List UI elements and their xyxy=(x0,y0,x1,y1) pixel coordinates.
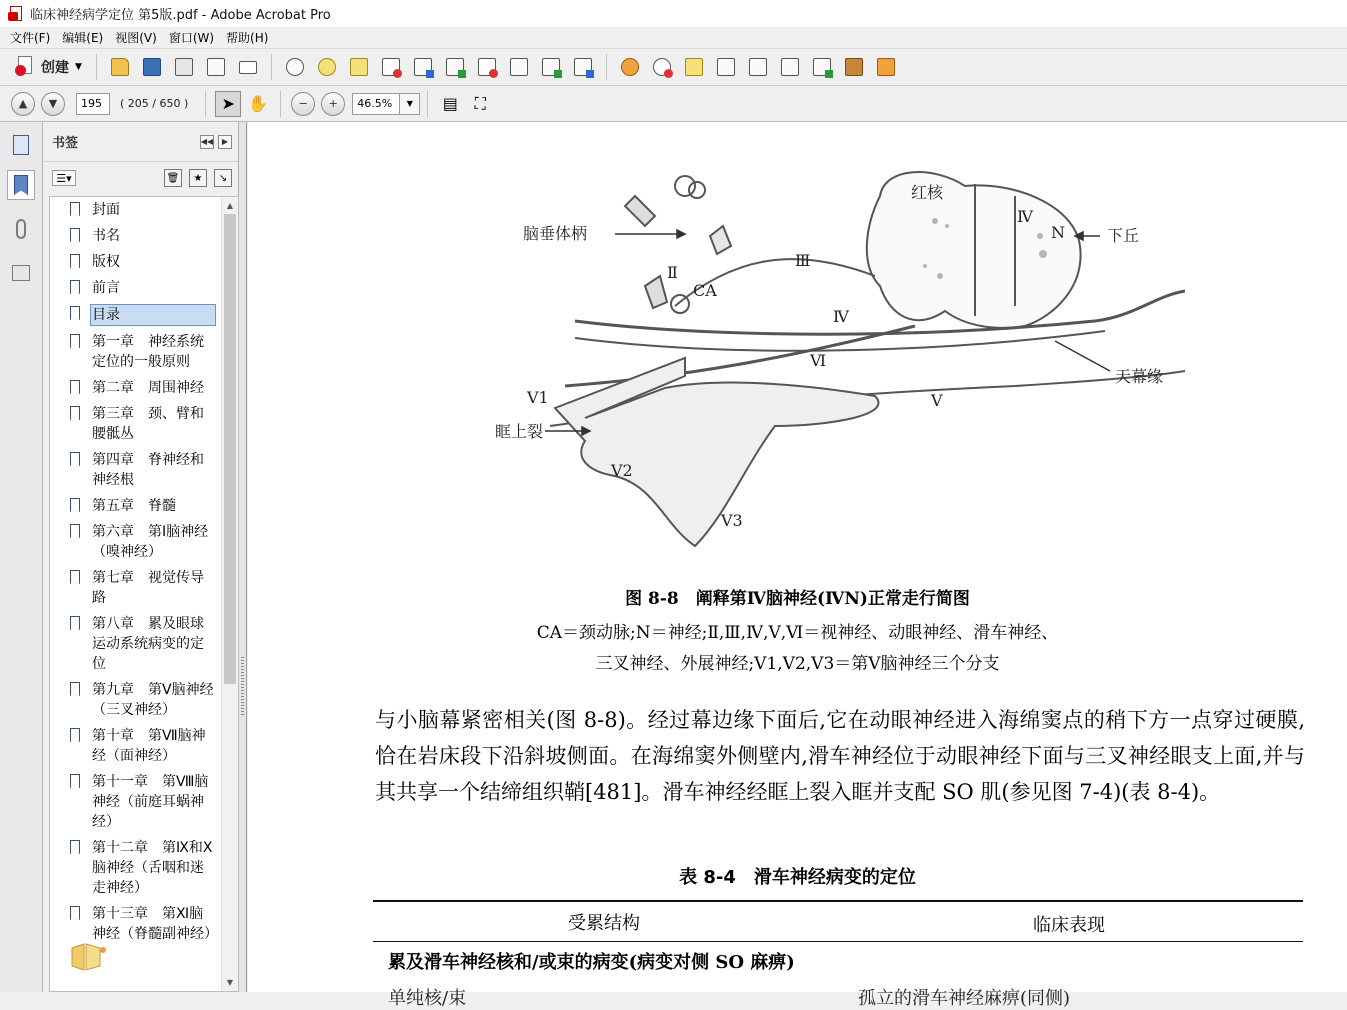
bookmark-label: 第五章 脊髓 xyxy=(92,498,176,514)
bookmark-icon xyxy=(70,452,80,466)
bookmarks-header xyxy=(43,122,238,162)
attachments-button[interactable] xyxy=(7,214,35,244)
label-tentorium: 天幕缘 xyxy=(1115,367,1164,386)
book-icon[interactable] xyxy=(842,55,866,79)
document-view[interactable] xyxy=(248,122,1347,1009)
print-icon[interactable] xyxy=(172,55,196,79)
bookmark-item[interactable] xyxy=(50,275,224,301)
bookmark-icon xyxy=(70,524,80,538)
acrobat-pdf-icon xyxy=(8,6,24,22)
bookmarks-toolbar xyxy=(43,162,238,194)
arrow-up-icon: ▲ xyxy=(18,97,28,110)
label-n: N xyxy=(1051,223,1065,242)
fit-page-button[interactable] xyxy=(437,91,463,117)
zoom-dropdown-button[interactable] xyxy=(400,93,420,115)
link-icon[interactable] xyxy=(618,55,642,79)
bookmark-item[interactable] xyxy=(50,493,224,519)
bookmark-icon xyxy=(70,840,80,854)
bookmark-label: 第三章 颈、臂和腰骶丛 xyxy=(92,406,204,442)
trash-icon: 🗑 xyxy=(166,172,180,184)
bookmark-item[interactable] xyxy=(50,901,224,947)
bookmark-label: 目录 xyxy=(90,304,216,326)
create-button[interactable] xyxy=(8,53,89,81)
hand-icon: ✋ xyxy=(248,94,269,113)
bookmark-icon xyxy=(70,728,80,742)
figure-caption-line-1: CA＝颈动脉;N＝神经;Ⅱ,Ⅲ,Ⅳ,Ⅴ,Ⅵ＝视神经、动眼神经、滑车神经、 xyxy=(536,623,1059,643)
bookmark-icon xyxy=(70,570,80,584)
bookmark-item[interactable] xyxy=(50,375,224,401)
bookmark-icon xyxy=(70,334,80,348)
form-icon[interactable] xyxy=(475,55,499,79)
panel-menu-button[interactable] xyxy=(218,135,232,149)
bookmark-item[interactable] xyxy=(50,329,224,375)
plus-icon: + xyxy=(328,97,338,110)
bookmark-icon xyxy=(70,906,80,920)
menu-bar xyxy=(0,27,1347,48)
select-tool-button[interactable] xyxy=(215,91,241,117)
splitter-grip[interactable] xyxy=(241,657,244,717)
page-navigation-toolbar xyxy=(0,86,1347,122)
menu-help[interactable]: 帮助(H) xyxy=(226,31,269,45)
bookmark-icon xyxy=(70,380,80,394)
label-pituitary-stalk: 脑垂体柄 xyxy=(523,224,588,243)
bookmarks-panel xyxy=(43,122,239,992)
delete-bookmark-button[interactable] xyxy=(164,169,182,187)
page-number-input[interactable]: 195 xyxy=(76,93,110,115)
bookmark-label: 第一章 神经系统定位的一般原则 xyxy=(92,334,204,370)
options-list-icon: ☰▾ xyxy=(56,171,72,185)
bookmark-icon xyxy=(70,202,80,216)
anatomy-figure xyxy=(495,126,1185,556)
bookmark-icon xyxy=(70,774,80,788)
fit-page-icon: ▤ xyxy=(442,94,458,113)
minus-icon: − xyxy=(298,97,308,110)
create-pdf-icon xyxy=(15,56,35,78)
label-vi: Ⅵ xyxy=(810,351,827,370)
label-iii: Ⅲ xyxy=(795,251,811,270)
label-v3: V3 xyxy=(721,511,743,530)
bookmark-item[interactable] xyxy=(50,565,224,611)
bookmark-label: 第七章 视觉传导路 xyxy=(92,570,204,606)
toolbar-separator xyxy=(271,54,272,80)
unlink-icon[interactable] xyxy=(650,55,674,79)
page-count: ( 205 / 650 ) xyxy=(120,97,189,110)
label-v2: V2 xyxy=(611,461,633,480)
bookmark-item[interactable] xyxy=(50,401,224,447)
expand-bookmark-icon: ↘ xyxy=(218,172,228,184)
bookmark-item[interactable] xyxy=(50,447,224,493)
scroll-up-icon[interactable]: ▲ xyxy=(226,201,234,210)
edit-document-icon[interactable] xyxy=(204,55,228,79)
bookmark-icon xyxy=(70,406,80,420)
fit-width-icon: ⛶ xyxy=(474,93,486,113)
options-menu-button[interactable] xyxy=(52,170,76,186)
table-header-structure: 受累结构 xyxy=(568,913,640,934)
double-chevron-left-icon: ◀◀ xyxy=(200,137,214,146)
bookmark-item[interactable] xyxy=(50,769,224,835)
scrollbar-thumb[interactable] xyxy=(224,214,236,684)
bookmark-icon xyxy=(14,175,28,195)
new-bookmark-icon: ★ xyxy=(193,172,203,184)
bookmark-item[interactable] xyxy=(50,249,224,275)
table-top-rule xyxy=(373,900,1303,902)
extract-page-icon[interactable] xyxy=(443,55,467,79)
save-icon[interactable] xyxy=(140,55,164,79)
scroll-down-icon[interactable]: ▼ xyxy=(226,978,234,987)
toolbar-separator xyxy=(96,54,97,80)
signatures-button[interactable] xyxy=(7,258,35,288)
menu-file[interactable]: 文件(F) xyxy=(10,31,51,45)
sign-icon[interactable] xyxy=(810,55,834,79)
page-thumbnails-icon xyxy=(13,135,29,155)
label-v1: V1 xyxy=(527,388,549,407)
label-v: Ⅴ xyxy=(931,391,943,410)
bookmarks-title: 书签 xyxy=(52,136,79,151)
bookmark-icon xyxy=(70,254,80,268)
delete-page-icon[interactable] xyxy=(379,55,403,79)
label-ii: Ⅱ xyxy=(667,263,678,282)
label-iv-nucleus: Ⅳ xyxy=(1017,207,1033,226)
bookmark-label: 封面 xyxy=(92,202,120,218)
bookmark-item[interactable] xyxy=(50,611,224,677)
expand-bookmark-button[interactable] xyxy=(214,169,232,187)
hand-tool-button[interactable] xyxy=(245,91,271,117)
bookmark-item[interactable] xyxy=(50,677,224,723)
table-section-row: 累及滑车神经核和/或束的病变(病变对侧 SO 麻痹) xyxy=(388,952,795,973)
open-folder-icon[interactable] xyxy=(108,55,132,79)
highlight-icon[interactable] xyxy=(347,55,371,79)
zoom-out-button[interactable] xyxy=(291,92,315,116)
settings-gear-icon[interactable] xyxy=(283,55,307,79)
bookmark-label: 第十三章 第Ⅺ脑神经（脊髓副神经） xyxy=(92,906,218,942)
fit-width-button[interactable] xyxy=(467,91,493,117)
bookmarks-scrollbar[interactable] xyxy=(221,197,238,991)
create-label: 创建 xyxy=(41,60,69,76)
insert-page-icon[interactable] xyxy=(411,55,435,79)
collapse-panel-button[interactable] xyxy=(200,135,214,149)
bookmark-label: 第十一章 第Ⅷ脑神经（前庭耳蜗神经） xyxy=(92,774,209,830)
bookmark-item[interactable] xyxy=(50,519,224,565)
bookmark-icon xyxy=(70,280,80,294)
bookmark-label: 版权 xyxy=(92,254,120,270)
figure-caption-title: 图 8-8 阐释第Ⅳ脑神经(ⅣN)正常走行简图 xyxy=(625,589,970,609)
bookmark-label: 第四章 脊神经和神经根 xyxy=(92,452,204,488)
properties-icon[interactable] xyxy=(714,55,738,79)
label-ca: CA xyxy=(693,281,717,300)
table-header-clinical: 临床表现 xyxy=(1033,915,1105,936)
bookmark-icon xyxy=(70,498,80,512)
stamp-icon[interactable] xyxy=(682,55,706,79)
toolbar-separator xyxy=(205,91,206,117)
zoom-input[interactable]: 46.5% xyxy=(352,93,400,115)
bookmark-item[interactable] xyxy=(50,197,224,223)
main-toolbar xyxy=(0,48,1347,86)
next-page-button[interactable] xyxy=(41,92,65,116)
single-page-icon[interactable] xyxy=(746,55,770,79)
chevron-right-icon: ▶ xyxy=(221,137,229,146)
bookmark-label: 书名 xyxy=(92,228,120,244)
bookmark-item-selected[interactable] xyxy=(50,301,224,329)
email-icon[interactable] xyxy=(236,55,260,79)
bookmark-label: 第九章 第Ⅴ脑神经（三叉神经） xyxy=(92,682,214,718)
crop-icon[interactable] xyxy=(507,55,531,79)
arrow-down-icon: ▼ xyxy=(48,97,58,110)
watermark-logo xyxy=(70,942,108,972)
zoom-in-button[interactable] xyxy=(321,92,345,116)
toolbar-separator xyxy=(280,91,281,117)
bookmark-item[interactable] xyxy=(50,835,224,901)
table-header-rule xyxy=(373,941,1303,942)
label-superior-orbital-fissure: 眶上裂 xyxy=(495,422,544,441)
menu-view[interactable]: 视图(V) xyxy=(115,31,157,45)
panel-splitter[interactable] xyxy=(239,122,247,992)
bookmark-label: 第八章 累及眼球运动系统病变的定位 xyxy=(92,616,204,672)
chevron-down-icon: ▼ xyxy=(75,62,82,72)
export-icon[interactable] xyxy=(571,55,595,79)
bookmark-icon xyxy=(70,306,80,320)
comment-icon[interactable] xyxy=(315,55,339,79)
bookmark-label: 第十章 第Ⅶ脑神经（面神经） xyxy=(92,728,206,764)
menu-edit[interactable]: 编辑(E) xyxy=(62,31,104,45)
bookmarks-button[interactable] xyxy=(7,170,35,200)
notes-icon[interactable] xyxy=(874,55,898,79)
table-partial-cell-left: 单纯核/束 xyxy=(388,988,467,1009)
paperclip-icon xyxy=(16,219,26,239)
combine-icon[interactable] xyxy=(539,55,563,79)
scan-icon[interactable] xyxy=(778,55,802,79)
new-bookmark-button[interactable] xyxy=(189,169,207,187)
label-red-nucleus: 红核 xyxy=(911,183,944,202)
bookmark-item[interactable] xyxy=(50,223,224,249)
bookmark-item[interactable] xyxy=(50,723,224,769)
table-partial-cell-right: 孤立的滑车神经麻痹(同侧) xyxy=(858,988,1071,1009)
bookmark-label: 前言 xyxy=(92,280,120,296)
bookmark-icon xyxy=(70,616,80,630)
bookmark-icon xyxy=(70,682,80,696)
bookmark-icon xyxy=(70,228,80,242)
bookmarks-list xyxy=(49,196,239,992)
page-thumbnails-button[interactable] xyxy=(7,130,35,160)
toolbar-separator xyxy=(606,54,607,80)
title-bar xyxy=(0,0,1347,27)
table-title: 表 8-4 滑车神经病变的定位 xyxy=(679,867,916,888)
menu-window[interactable]: 窗口(W) xyxy=(168,31,215,45)
body-paragraph: 与小脑幕紧密相关(图 8-8)。经过幕边缘下面后,它在动眼神经进入海绵窦点的稍下方一点穿过硬膜,恰在岩床段下沿斜坡侧面。在海绵窦外侧壁内,滑车神经位于动眼神经下面与三叉神经眼支上面,并与其共享一个结缔组织鞘[481]。滑车神经经眶上裂入眶并支配 SO 肌(参见图 7-4)(表 8-4)。 xyxy=(375,708,1305,804)
label-iv-nerve: Ⅳ xyxy=(833,307,849,326)
figure-caption-line-2: 三叉神经、外展神经;Ⅴ1,Ⅴ2,Ⅴ3＝第Ⅴ脑神经三个分支 xyxy=(595,654,1000,674)
chevron-down-icon: ▼ xyxy=(406,99,413,108)
toolbar-separator xyxy=(427,91,428,117)
previous-page-button[interactable] xyxy=(11,92,35,116)
navigation-pane-rail xyxy=(0,122,43,992)
signature-icon xyxy=(12,265,30,281)
bookmark-label: 第六章 第Ⅰ脑神经（嗅神经） xyxy=(92,524,209,560)
bookmark-label: 第十二章 第Ⅸ和Ⅹ脑神经（舌咽和迷走神经） xyxy=(92,840,213,896)
label-inferior-colliculus: 下丘 xyxy=(1107,226,1140,245)
bookmark-label: 第二章 周围神经 xyxy=(92,380,204,396)
cursor-icon: ➤ xyxy=(221,94,235,113)
window-title: 临床神经病学定位 第5版.pdf - Adobe Acrobat Pro xyxy=(30,8,331,23)
